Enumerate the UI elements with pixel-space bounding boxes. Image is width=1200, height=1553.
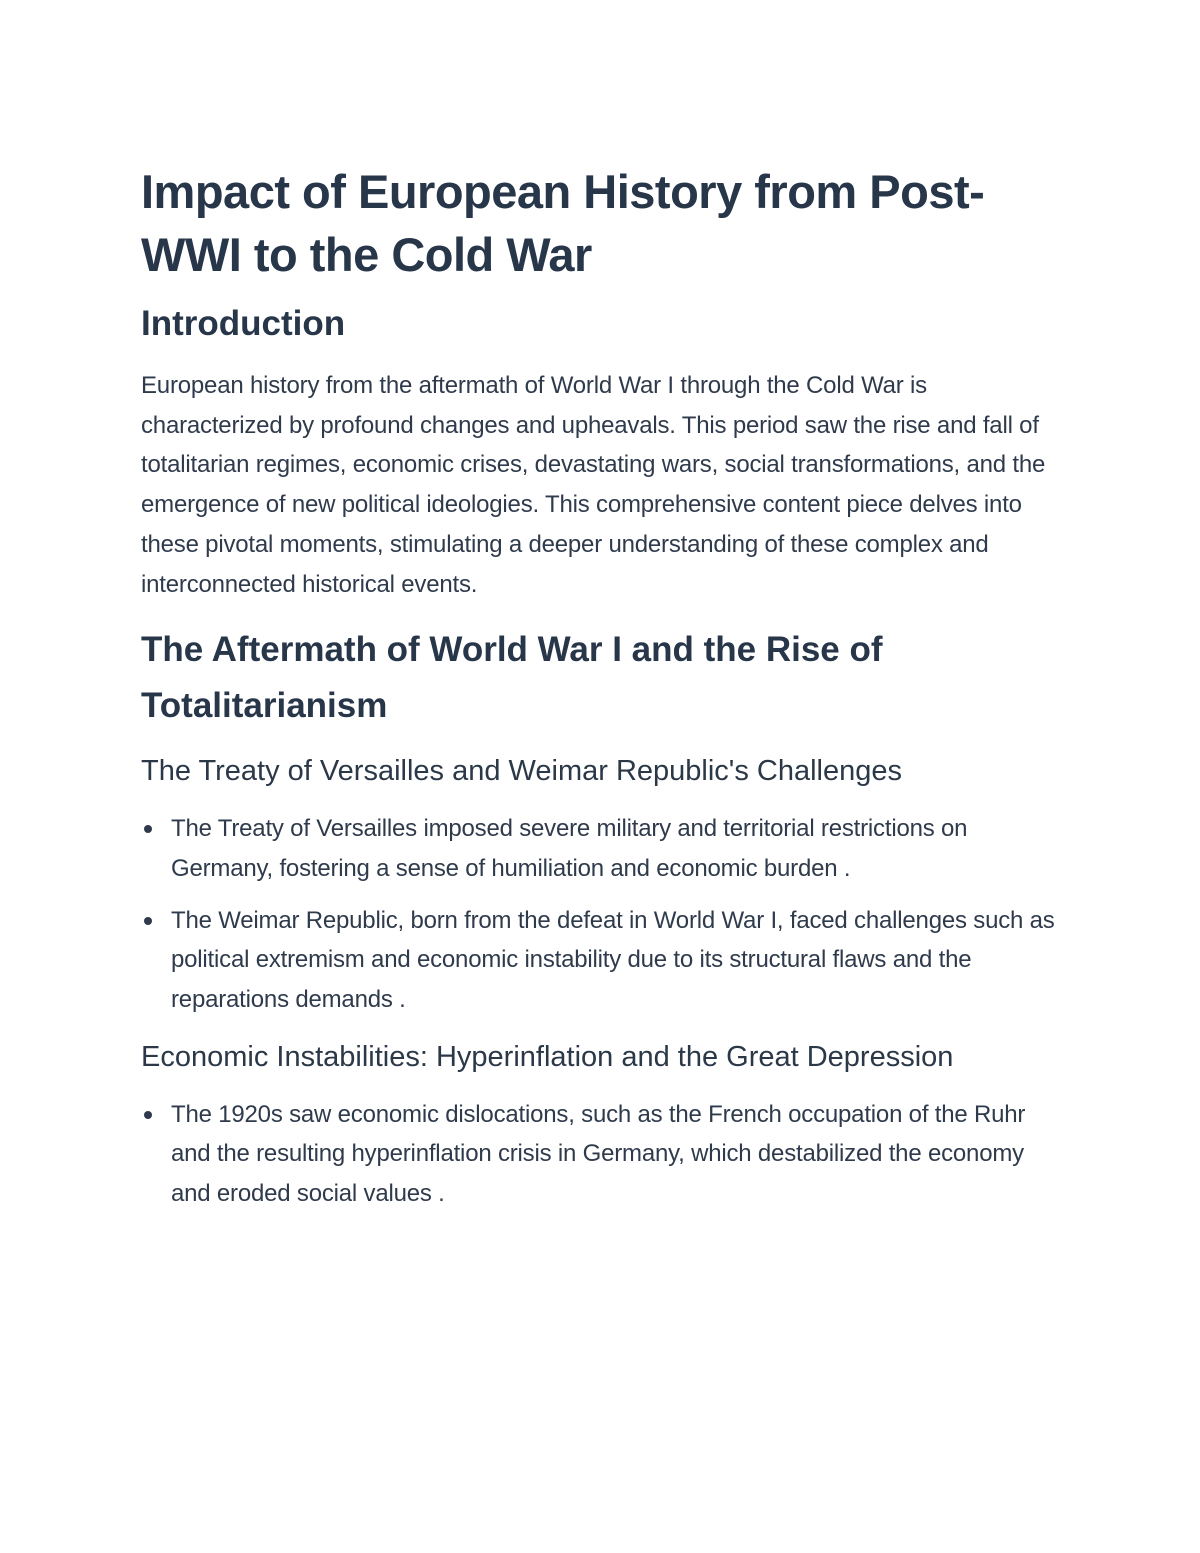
list-item (141, 1095, 1061, 1214)
list-item (141, 901, 1061, 1020)
list-item (141, 809, 1061, 888)
bullet-dot-icon (144, 917, 152, 925)
bullet-list-versailles (141, 809, 1061, 1020)
introduction-heading: Introduction (141, 304, 346, 343)
subsection-heading-versailles: The Treaty of Versailles and Weimar Republic's Challenges (141, 755, 902, 788)
list-item-text: The 1920s saw economic dislocations, such as the French occupation of the Ruhr and the resulting hyperinflation crisis in Germany, which destabilized the economy and eroded social values . (171, 1100, 1026, 1208)
section-heading-aftermath: The Aftermath of World War I and the Rise of Totalitarianism (141, 630, 883, 726)
bullet-dot-icon (144, 825, 152, 833)
introduction-paragraph: European history from the aftermath of World War I through the Cold War is characterized by profound changes and upheavals. This period saw the rise and fall of totalitarian regimes, economic crises, devastating wars, social transformations, and the emergence of new political ideologies. This comprehensive content piece delves into these pivotal moments, stimulating a deeper understanding of these complex and interconnected historical events. (141, 372, 1046, 598)
bullet-list-economic (141, 1095, 1061, 1214)
list-item-text: The Weimar Republic, born from the defeat in World War I, faced challenges such as political extremism and economic instability due to its structural flaws and the reparations demands . (171, 906, 1055, 1014)
subsection-heading-economic: Economic Instabilities: Hyperinflation and the Great Depression (141, 1040, 954, 1073)
document-title: Impact of European History from Post-WWI to the Cold War (141, 165, 985, 281)
list-item-text: The Treaty of Versailles imposed severe military and territorial restrictions on Germany, fostering a sense of humiliation and economic burden . (171, 815, 968, 882)
document-page (141, 160, 1061, 1214)
bullet-dot-icon (144, 1111, 152, 1119)
